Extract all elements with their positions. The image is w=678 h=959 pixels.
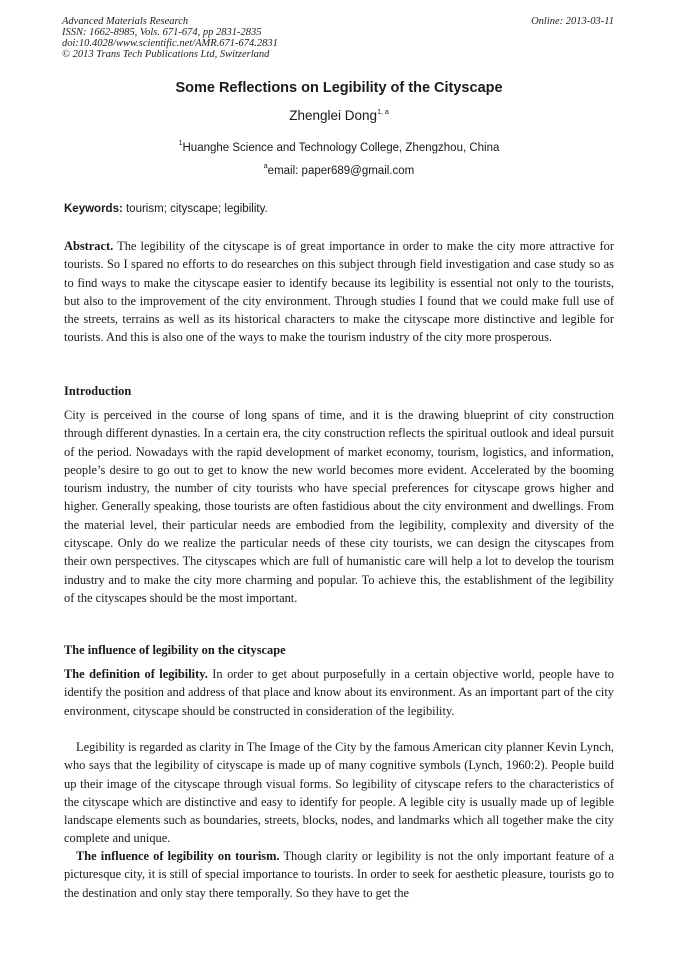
journal-copyright: © 2013 Trans Tech Publications Ltd, Switzerland: [62, 49, 270, 60]
introduction-heading: Introduction: [64, 384, 132, 398]
keywords-line: [64, 203, 268, 215]
author-superscript: 1, a: [377, 109, 389, 116]
tourism-paragraph: [64, 847, 614, 902]
email-text: email: paper689@gmail.com: [267, 165, 415, 177]
tourism-label: The influence of legibility on tourism.: [76, 849, 280, 863]
lynch-paragraph: Legibility is regarded as clarity in The Image of the City by the famous American city planner Kevin Lynch, who says that the legibility of cityscape is made up of many cognitive symbols (Lynch, 1960:2). People build up their image of the cityscape through visual forms. So legibility of cityscape refers to the characteristics of the cityscape which are distinctive and easy to identify for people. A legible city is usually made up of legible landscape elements such as boundaries, streets, blocks, nodes, and landmarks which all together make the city complete and unique.: [64, 740, 614, 846]
journal-name: Advanced Materials Research: [62, 16, 189, 27]
affiliation-superscript: 1: [178, 140, 183, 147]
author-name: Zhenglei Dong: [289, 108, 378, 123]
keywords-label: Keywords:: [64, 203, 123, 215]
affiliation-text: Huanghe Science and Technology College, Zhengzhou, China: [182, 142, 500, 154]
definition-paragraph: [64, 665, 614, 720]
journal-doi: doi:10.4028/www.scientific.net/AMR.671-674.2831: [62, 38, 278, 49]
online-date: Online: 2013-03-11: [531, 16, 614, 27]
email-line: [0, 163, 678, 177]
abstract-label: Abstract.: [64, 239, 114, 253]
paper-title: Some Reflections on Legibility of the Cityscape: [175, 80, 503, 96]
definition-text: In order to get about purposefully in a certain objective world, people have to identify the position and address of that place and know about its environment. As an important part of the city environment, cityscape should be constructed in consideration of the legibility.: [64, 667, 614, 718]
affiliation-line: [0, 140, 678, 154]
author-line: [0, 108, 678, 123]
introduction-paragraph: City is perceived in the course of long spans of time, and it is the drawing blueprint of city construction through different dynasties. In a certain era, the city construction reflects the spiritual outlook and ideal pursuit of the period. Nowadays with the rapid development of market economy, tourism, logistics, and information, people’s desire to go out to get to know the new world becomes more evident. Accelerated by the booming tourism industry, the number of city tourists who have special preferences for cityscape grows higher and higher. Generally speaking, those tourists are often fastidious about the city environment and dwellings. From the material level, their particular needs are embodied from the legibility, complexity and diversity of the cityscape. Only do we realize the particular needs of these city tourists, we can design the cityscapes from their own perspectives. The cityscapes which are full of humanistic care will help a lot to develop the tourism industry and to make the city more charming and popular. To achieve this, the establishment of the legibility of the cityscapes should be the most important.: [64, 408, 614, 605]
keywords-text: tourism; cityscape; legibility.: [122, 203, 268, 215]
definition-label: The definition of legibility.: [64, 667, 208, 681]
influence-heading: The influence of legibility on the cityscape: [64, 643, 286, 657]
email-superscript: a: [263, 163, 268, 170]
abstract-text: The legibility of the cityscape is of great importance in order to make the city more attractive for tourists. So I spared no efforts to do researches on this subject through field investigation and case study so as to find ways to make the cityscape easier to identify because its legibility is essential not only to the tourists, but also to the improvement of the city environment. Through studies I found that we could make full use of the streets, terrains as well as its historical characters to make the cityscape more distinctive and legible for tourists. And this is also one of the ways to make the tourism industry of the city more prosperous.: [64, 239, 614, 345]
journal-issn: ISSN: 1662-8985, Vols. 671-674, pp 2831-2835: [62, 27, 262, 38]
tourism-text: Though clarity or legibility is not the only important feature of a picturesque city, it is still of special importance to tourists. In order to seek for aesthetic pleasure, tourists go to the destination and only stay there temporally. So they have to get the: [64, 849, 614, 900]
abstract-paragraph: [64, 237, 614, 347]
